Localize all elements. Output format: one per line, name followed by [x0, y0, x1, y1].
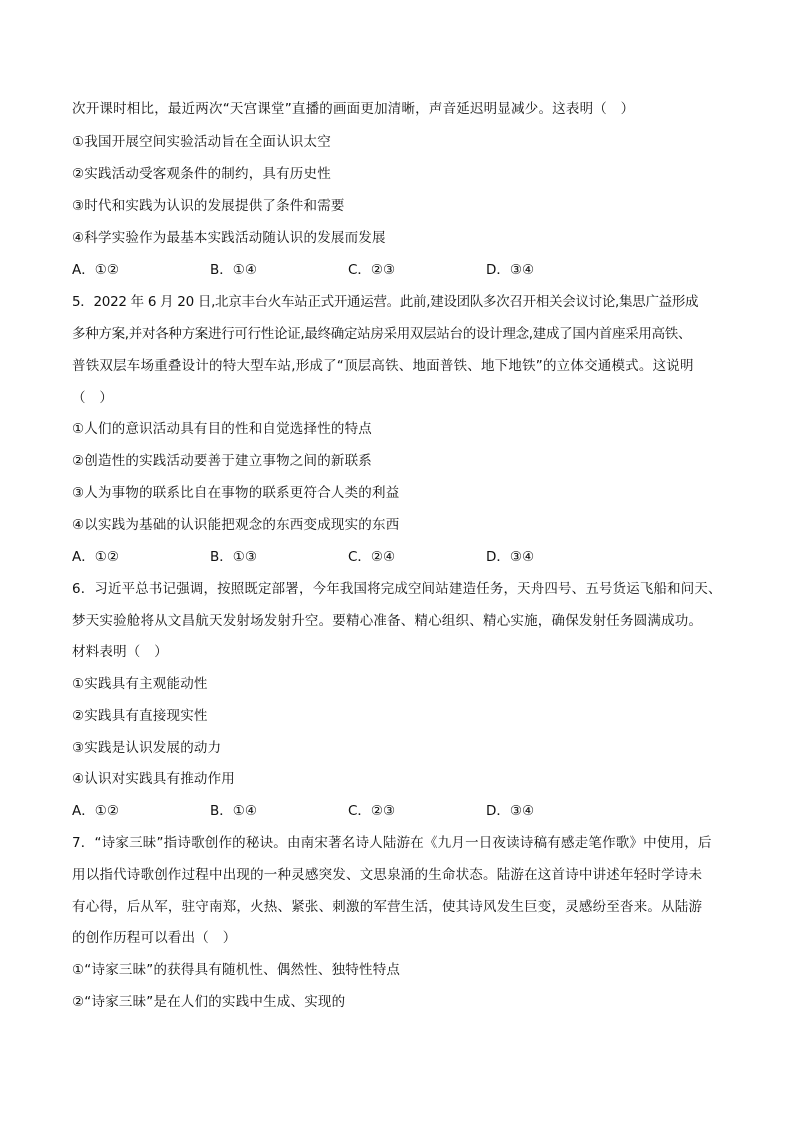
q4-item: ①我国开展空间实验活动旨在全面认识太空: [72, 134, 331, 150]
q4-choice-b: B．①④: [210, 262, 257, 278]
q7-stem-line: 7．“诗家三昧”指诗歌创作的秘诀。由南宋著名诗人陆游在《九月一日夜读诗稿有感走笔作歌》中使用，后: [72, 835, 712, 851]
q4-choice-c: C．②③: [348, 262, 396, 278]
q6-choice-c: C．②③: [348, 803, 396, 819]
q5-stem-line: 5．2022 年 6 月 20 日,北京丰台火车站正式开通运营。此前,建设团队多次召开相关会议讨论,集思广益形成: [72, 294, 699, 310]
q5-stem-line: 多种方案,并对各种方案进行可行性论证,最终确定站房采用双层站台的设计理念,建成了国内首座采用高铁、: [72, 326, 692, 342]
q4-item: ④科学实验作为最基本实践活动随认识的发展而发展: [72, 230, 386, 246]
q6-choice-a: A．①②: [72, 803, 119, 819]
q5-item: ④以实践为基础的认识能把观念的东西变成现实的东西: [72, 517, 400, 533]
q4-item: ③时代和实践为认识的发展提供了条件和需要: [72, 198, 345, 214]
q7-item: ①“诗家三昧”的获得具有随机性、偶然性、独特性特点: [72, 962, 401, 978]
q7-stem-line: 的创作历程可以看出（ ）: [72, 930, 237, 946]
q6-item: ③实践是认识发展的动力: [72, 740, 222, 756]
q5-item: ③人为事物的联系比自在事物的联系更符合人类的利益: [72, 485, 400, 501]
q4-choice-a: A．①②: [72, 262, 119, 278]
q4-stem-line: 次开课时相比，最近两次“天宫课堂”直播的画面更加清晰，声音延迟明显减少。这表明（ ）: [72, 101, 635, 117]
q5-item: ①人们的意识活动具有目的性和自觉选择性的特点: [72, 421, 373, 437]
q5-choice-b: B．①③: [210, 549, 257, 565]
q5-stem-line: （ ）: [72, 390, 114, 406]
q5-choice-c: C．②④: [348, 549, 396, 565]
q5-choice-a: A．①②: [72, 549, 119, 565]
q5-stem-line: 普铁双层车场重叠设计的特大型车站,形成了“顶层高铁、地面普铁、地下地铁”的立体交通模式。这说明: [72, 358, 694, 374]
q6-item: ②实践具有直接现实性: [72, 708, 208, 724]
q7-stem-line: 有心得，后从军，驻守南郑，火热、紧张、刺激的军营生活，使其诗风发生巨变，灵感纷至沓来。从陆游: [72, 899, 703, 915]
q6-choice-b: B．①④: [210, 803, 257, 819]
q5-item: ②创造性的实践活动要善于建立事物之间的新联系: [72, 453, 373, 469]
q7-item: ②“诗家三昧”是在人们的实践中生成、实现的: [72, 994, 346, 1010]
q6-stem-line: 6．习近平总书记强调，按照既定部署，今年我国将完成空间站建造任务，天舟四号、五号货运飞船和问天、: [72, 581, 722, 597]
q6-item: ④认识对实践具有推动作用: [72, 771, 236, 787]
q6-item: ①实践具有主观能动性: [72, 676, 208, 692]
q6-stem-line: 梦天实验舱将从文昌航天发射场发射升空。要精心准备、精心组织、精心实施，确保发射任务圆满成功。: [72, 613, 703, 629]
q7-stem-line: 用以指代诗歌创作过程中出现的一种灵感突发、文思泉涌的生命状态。陆游在这首诗中讲述年轻时学诗未: [72, 867, 703, 883]
q4-choice-d: D．③④: [486, 262, 535, 278]
q6-stem-line: 材料表明（ ）: [72, 644, 168, 660]
q6-choice-d: D．③④: [486, 803, 535, 819]
q4-item: ②实践活动受客观条件的制约，具有历史性: [72, 166, 331, 182]
q5-choice-d: D．③④: [486, 549, 535, 565]
